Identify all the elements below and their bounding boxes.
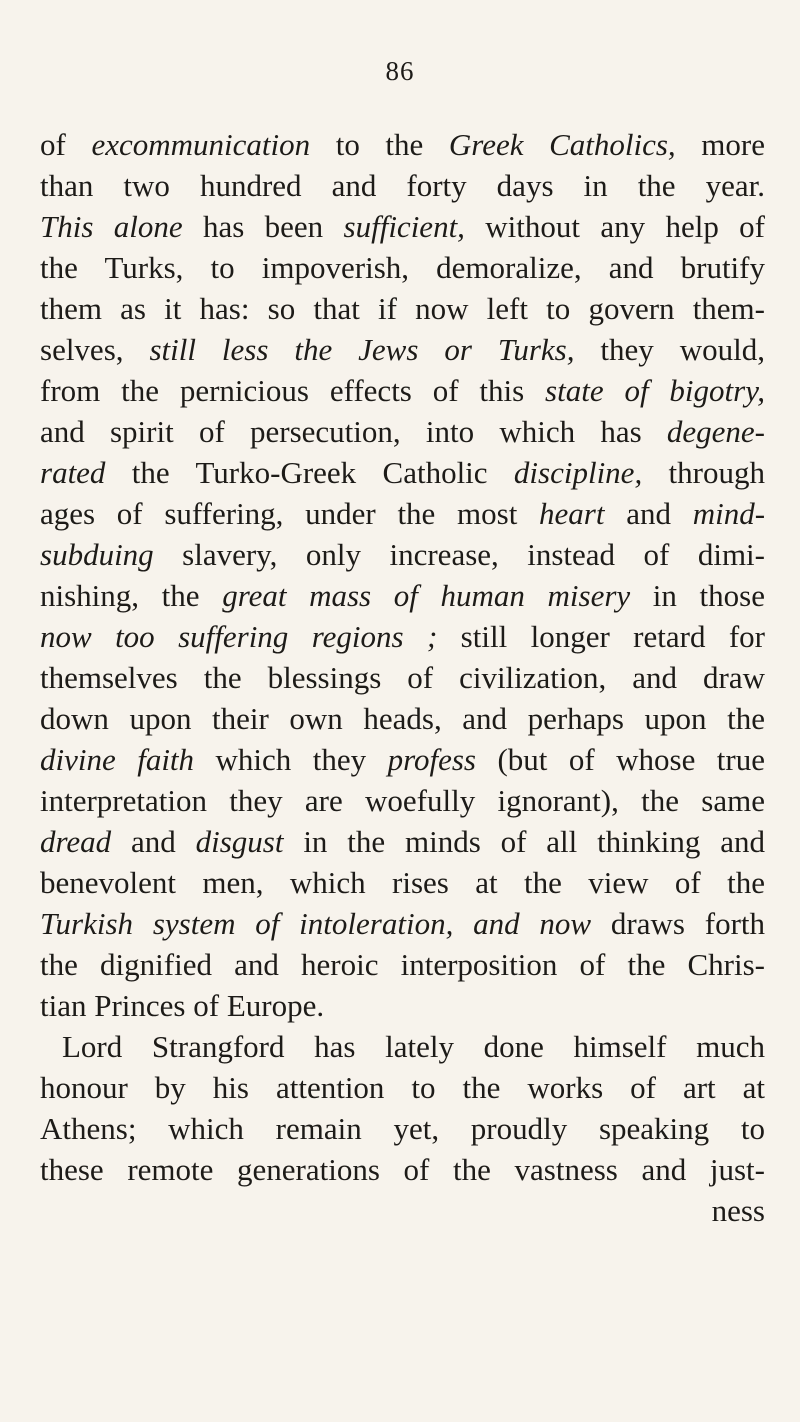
text-segment: themselves the blessings of civilization, and draw [40, 660, 765, 695]
text-segment: to the [310, 127, 449, 162]
text-line [40, 903, 765, 944]
text-segment: benevolent men, which rises at the view of the [40, 865, 765, 900]
italic-text-segment: subduing [40, 537, 154, 572]
text-segment: Lord Strangford has lately done himself much [62, 1029, 765, 1064]
text-segment: in those [630, 578, 765, 613]
italic-text-segment: dread [40, 824, 112, 859]
italic-text-segment: state of bigotry, [545, 373, 766, 408]
text-line [40, 493, 765, 534]
text-segment: interpretation they are woefully ignorant), the same [40, 783, 765, 818]
italic-text-segment: profess [387, 742, 476, 777]
text-line [40, 821, 765, 862]
text-line [40, 206, 765, 247]
text-line [40, 739, 765, 780]
text-segment: tian Princes of Europe. [40, 988, 325, 1023]
text-segment: ages of suffering, under the most [40, 496, 540, 531]
text-line [40, 616, 765, 657]
text-line [40, 165, 765, 206]
text-line [40, 1067, 765, 1108]
text-segment: slavery, only increase, instead of dimi- [153, 537, 765, 572]
italic-text-segment: heart [539, 496, 605, 531]
catchword: ness [711, 1193, 765, 1228]
text-line [40, 329, 765, 370]
italic-text-segment: discipline, [513, 455, 643, 490]
text-segment: more [675, 127, 765, 162]
italic-text-segment: Greek Catholics, [448, 127, 676, 162]
text-line [40, 780, 765, 821]
text-segment: from the pernicious effects of this [40, 373, 546, 408]
text-segment: down upon their own heads, and perhaps upon the [40, 701, 765, 736]
italic-text-segment: divine faith [40, 742, 195, 777]
italic-text-segment: mind- [692, 496, 766, 531]
text-segment: and spirit of persecution, into which has [40, 414, 667, 449]
text-segment: through [642, 455, 765, 490]
text-line [40, 944, 765, 985]
body-text [40, 124, 765, 1231]
text-segment: Athens; which remain yet, proudly speaking to [40, 1111, 765, 1146]
text-segment: honour by his attention to the works of art at [40, 1070, 765, 1105]
text-segment: the dignified and heroic interposition of the Chris- [40, 947, 765, 982]
text-segment: (but of whose true [475, 742, 765, 777]
text-segment: them as it has: so that if now left to govern them- [40, 291, 765, 326]
text-segment: of [40, 127, 92, 162]
text-line [40, 1108, 765, 1149]
text-segment: draws forth [591, 906, 766, 941]
text-segment: still longer retard for [437, 619, 765, 654]
text-segment: selves, [40, 332, 150, 367]
page-number: 86 [385, 56, 415, 86]
italic-text-segment: rated [40, 455, 106, 490]
text-segment: the Turks, to impoverish, demoralize, and brutify [40, 250, 765, 285]
text-segment: these remote generations of the vastness and just- [40, 1152, 765, 1187]
text-segment: and [111, 824, 196, 859]
text-line [40, 1026, 765, 1067]
italic-text-segment: Turkish system of intoleration, and now [40, 906, 592, 941]
italic-text-segment: degene- [666, 414, 765, 449]
text-segment: has been [182, 209, 344, 244]
text-line [40, 124, 765, 165]
text-segment: the Turko-Greek Catholic [105, 455, 514, 490]
text-segment: than two hundred and forty days in the year. [40, 168, 765, 203]
text-line [40, 985, 765, 1026]
text-segment: nishing, the [40, 578, 223, 613]
text-segment: without any help of [464, 209, 766, 244]
text-line [40, 534, 765, 575]
text-segment: and [604, 496, 693, 531]
italic-text-segment: disgust [195, 824, 284, 859]
text-line [40, 452, 765, 493]
italic-text-segment: excommunication [91, 127, 311, 162]
text-line [40, 657, 765, 698]
italic-text-segment: great mass of human misery [222, 578, 631, 613]
text-line [40, 862, 765, 903]
text-line [40, 247, 765, 288]
text-segment: they would, [574, 332, 765, 367]
italic-text-segment: now too suffering regions ; [40, 619, 438, 654]
text-line [40, 411, 765, 452]
italic-text-segment: still less the Jews or Turks, [149, 332, 575, 367]
text-segment: which they [194, 742, 388, 777]
text-line [40, 370, 765, 411]
text-line [40, 1149, 765, 1190]
italic-text-segment: sufficient, [343, 209, 465, 244]
text-segment: in the minds of all thinking and [283, 824, 765, 859]
text-line [40, 288, 765, 329]
text-line [40, 698, 765, 739]
italic-text-segment: This alone [40, 209, 183, 244]
text-line [40, 575, 765, 616]
